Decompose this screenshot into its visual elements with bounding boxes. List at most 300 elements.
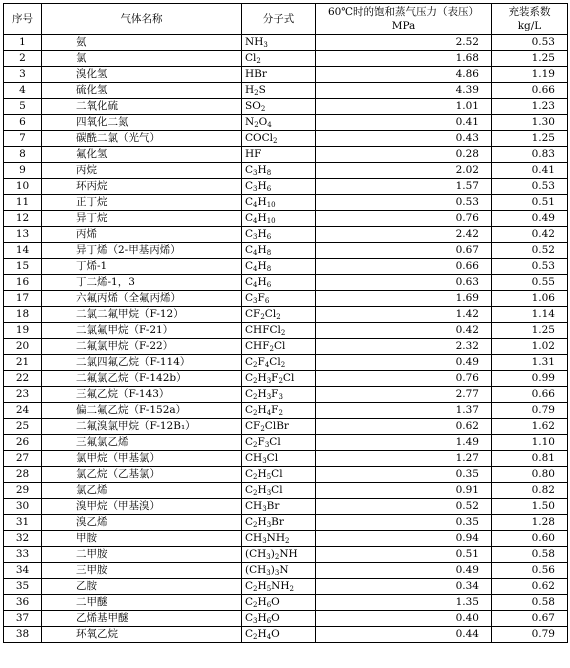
- molecular-formula: [242, 467, 316, 483]
- row-index: 11: [4, 195, 42, 211]
- table-row: [4, 419, 568, 435]
- formula-subscript: 4: [253, 217, 258, 225]
- header-fill-line1: 充装系数: [508, 6, 551, 18]
- formula-segment: C: [245, 260, 254, 272]
- formula-segment: H: [257, 484, 267, 496]
- formula-segment: C: [245, 228, 254, 240]
- formula-subscript: 10: [266, 217, 276, 225]
- row-index: 16: [4, 275, 42, 291]
- saturated-vapor-pressure: 1.42: [316, 307, 492, 323]
- formula-subscript: 3: [266, 553, 271, 561]
- formula-subscript: 4: [266, 633, 272, 641]
- formula-subscript: 3: [253, 185, 258, 193]
- formula-subscript: 4: [253, 201, 258, 209]
- table-row: [4, 531, 568, 547]
- saturated-vapor-pressure: 1.69: [316, 291, 492, 307]
- formula-segment: C: [245, 196, 254, 208]
- fill-coefficient: 0.51: [492, 195, 568, 211]
- formula-segment: NH: [245, 36, 264, 48]
- molecular-formula: [242, 515, 316, 531]
- formula-segment: SO: [245, 100, 261, 112]
- table-row: [4, 451, 568, 467]
- gas-name: 丁烯-1: [42, 259, 242, 275]
- fill-coefficient: 1.23: [492, 99, 568, 115]
- formula-subscript: 2: [260, 425, 265, 433]
- row-index: 30: [4, 499, 42, 515]
- formula-segment: H: [257, 276, 267, 288]
- formula-subscript: 2: [260, 105, 266, 113]
- row-index: 20: [4, 339, 42, 355]
- gas-name: 环丙烷: [42, 179, 242, 195]
- formula-segment: H: [257, 212, 267, 224]
- formula-segment: Cl: [245, 52, 257, 64]
- formula-subscript: 2: [256, 57, 261, 65]
- row-index: 2: [4, 51, 42, 67]
- formula-segment: H: [257, 596, 267, 608]
- gas-name: 硫化氢: [42, 83, 242, 99]
- formula-segment: Br: [266, 500, 280, 512]
- formula-segment: F: [257, 292, 265, 304]
- row-index: 7: [4, 131, 42, 147]
- header-formula: 分子式: [242, 4, 316, 35]
- formula-subscript: 2: [253, 393, 258, 401]
- row-index: 35: [4, 579, 42, 595]
- gas-name: 偏二氟乙烷（F-152a）: [42, 403, 242, 419]
- molecular-formula: [242, 435, 316, 451]
- table-row: [4, 499, 568, 515]
- formula-segment: C: [245, 292, 254, 304]
- molecular-formula: [242, 403, 316, 419]
- formula-subscript: 3: [263, 41, 268, 49]
- fill-coefficient: 0.58: [492, 547, 568, 563]
- fill-coefficient: 1.14: [492, 307, 568, 323]
- formula-segment: C: [245, 388, 254, 400]
- formula-segment: (CH: [245, 564, 267, 576]
- formula-segment: C: [245, 164, 254, 176]
- saturated-vapor-pressure: 1.27: [316, 451, 492, 467]
- molecular-formula: [242, 483, 316, 499]
- formula-segment: H: [257, 228, 267, 240]
- row-index: 8: [4, 147, 42, 163]
- header-row: [4, 4, 568, 35]
- gas-name: 丙烯: [42, 227, 242, 243]
- molecular-formula: [242, 371, 316, 387]
- fill-coefficient: 1.19: [492, 67, 568, 83]
- saturated-vapor-pressure: 2.42: [316, 227, 492, 243]
- formula-segment: H: [257, 388, 267, 400]
- saturated-vapor-pressure: 0.76: [316, 211, 492, 227]
- gas-name: 六氟丙烯（全氟丙烯）: [42, 291, 242, 307]
- formula-subscript: 2: [273, 137, 278, 145]
- saturated-vapor-pressure: 0.67: [316, 243, 492, 259]
- fill-coefficient: 1.50: [492, 499, 568, 515]
- gas-name: 二甲胺: [42, 547, 242, 563]
- table-row: [4, 83, 568, 99]
- gas-name: 乙烯基甲醚: [42, 611, 242, 627]
- formula-segment: NH: [266, 532, 286, 544]
- molecular-formula: [242, 67, 316, 83]
- molecular-formula: [242, 339, 316, 355]
- formula-subscript: 10: [266, 201, 276, 209]
- formula-segment: Cl: [269, 436, 281, 448]
- formula-segment: C: [245, 276, 254, 288]
- row-index: 32: [4, 531, 42, 547]
- table-row: [4, 131, 568, 147]
- formula-subscript: 2: [253, 521, 258, 529]
- gas-name: 四氧化二氮: [42, 115, 242, 131]
- formula-subscript: 2: [285, 537, 290, 545]
- formula-subscript: 3: [264, 441, 270, 449]
- formula-subscript: 2: [253, 601, 258, 609]
- molecular-formula: [242, 83, 316, 99]
- row-index: 18: [4, 307, 42, 323]
- formula-subscript: 3: [262, 505, 267, 513]
- formula-segment: HF: [245, 148, 262, 160]
- row-index: 15: [4, 259, 42, 275]
- formula-segment: H: [257, 244, 267, 256]
- gas-name: 三氟氯乙烯: [42, 435, 242, 451]
- formula-subscript: 2: [269, 345, 274, 353]
- formula-subscript: 2: [253, 441, 258, 449]
- formula-subscript: 2: [254, 89, 259, 97]
- formula-subscript: 2: [280, 329, 286, 337]
- table-row: [4, 595, 568, 611]
- table-row: [4, 243, 568, 259]
- table-row: [4, 483, 568, 499]
- table-row: [4, 515, 568, 531]
- table-row: [4, 291, 568, 307]
- saturated-vapor-pressure: 2.52: [316, 35, 492, 51]
- table-row: [4, 563, 568, 579]
- saturated-vapor-pressure: 1.01: [316, 99, 492, 115]
- saturated-vapor-pressure: 2.77: [316, 387, 492, 403]
- fill-coefficient: 0.52: [492, 243, 568, 259]
- saturated-vapor-pressure: 0.49: [316, 563, 492, 579]
- row-index: 6: [4, 115, 42, 131]
- table-row: [4, 195, 568, 211]
- formula-segment: (CH: [245, 548, 267, 560]
- formula-subscript: 4: [253, 249, 258, 257]
- header-pressure-line1: 60℃时的饱和蒸气压力（表压）: [327, 6, 480, 18]
- formula-segment: H: [257, 164, 267, 176]
- formula-segment: O: [258, 116, 268, 128]
- formula-subscript: 2: [254, 121, 259, 129]
- gas-name: 甲胺: [42, 531, 242, 547]
- saturated-vapor-pressure: 1.49: [316, 435, 492, 451]
- molecular-formula: [242, 355, 316, 371]
- fill-coefficient: 0.83: [492, 147, 568, 163]
- formula-segment: H: [257, 516, 267, 528]
- header-index: 序号: [4, 4, 42, 35]
- formula-subscript: 8: [266, 169, 272, 177]
- header-fill-unit: kg/L: [517, 20, 542, 32]
- formula-segment: H: [245, 84, 255, 96]
- formula-subscript: 3: [262, 537, 267, 545]
- formula-segment: Cl: [282, 372, 295, 384]
- row-index: 36: [4, 595, 42, 611]
- gas-name: 溴甲烷（甲基溴）: [42, 499, 242, 515]
- fill-coefficient: 0.42: [492, 227, 568, 243]
- saturated-vapor-pressure: 0.35: [316, 515, 492, 531]
- formula-segment: H: [257, 260, 267, 272]
- formula-segment: CH: [245, 532, 263, 544]
- formula-segment: C: [245, 244, 254, 256]
- molecular-formula: [242, 419, 316, 435]
- saturated-vapor-pressure: 0.35: [316, 467, 492, 483]
- table-row: [4, 611, 568, 627]
- row-index: 25: [4, 419, 42, 435]
- molecular-formula: [242, 291, 316, 307]
- saturated-vapor-pressure: 0.43: [316, 131, 492, 147]
- formula-subscript: 3: [266, 377, 272, 385]
- table-row: [4, 227, 568, 243]
- molecular-formula: [242, 147, 316, 163]
- row-index: 9: [4, 163, 42, 179]
- fill-coefficient: 0.67: [492, 611, 568, 627]
- table-row: [4, 163, 568, 179]
- molecular-formula: [242, 179, 316, 195]
- saturated-vapor-pressure: 1.68: [316, 51, 492, 67]
- gas-name: 二氟氯乙烷（F-142b）: [42, 371, 242, 387]
- row-index: 23: [4, 387, 42, 403]
- molecular-formula: [242, 595, 316, 611]
- formula-subscript: 3: [266, 489, 272, 497]
- formula-segment: C: [245, 180, 254, 192]
- row-index: 38: [4, 627, 42, 643]
- formula-subscript: 6: [266, 185, 272, 193]
- molecular-formula: [242, 259, 316, 275]
- saturated-vapor-pressure: 4.86: [316, 67, 492, 83]
- row-index: 10: [4, 179, 42, 195]
- formula-subscript: 2: [253, 633, 258, 641]
- saturated-vapor-pressure: 0.42: [316, 323, 492, 339]
- formula-segment: H: [257, 196, 267, 208]
- formula-segment: H: [257, 404, 267, 416]
- molecular-formula: [242, 115, 316, 131]
- row-index: 31: [4, 515, 42, 531]
- formula-subscript: 6: [266, 281, 272, 289]
- row-index: 28: [4, 467, 42, 483]
- fill-coefficient: 1.10: [492, 435, 568, 451]
- saturated-vapor-pressure: 2.02: [316, 163, 492, 179]
- table-row: [4, 275, 568, 291]
- fill-coefficient: 1.30: [492, 115, 568, 131]
- formula-subscript: 5: [266, 473, 272, 481]
- row-index: 14: [4, 243, 42, 259]
- saturated-vapor-pressure: 0.94: [316, 531, 492, 547]
- formula-segment: COCl: [245, 132, 274, 144]
- table-body: [4, 35, 568, 643]
- row-index: 29: [4, 483, 42, 499]
- formula-segment: NH: [279, 548, 298, 560]
- table-row: [4, 339, 568, 355]
- saturated-vapor-pressure: 0.62: [316, 419, 492, 435]
- saturated-vapor-pressure: 1.57: [316, 179, 492, 195]
- fill-coefficient: 0.66: [492, 83, 568, 99]
- fill-coefficient: 0.80: [492, 467, 568, 483]
- gas-name: 溴化氢: [42, 67, 242, 83]
- formula-subscript: 6: [266, 617, 272, 625]
- fill-coefficient: 0.79: [492, 403, 568, 419]
- table-row: [4, 579, 568, 595]
- formula-segment: Cl: [273, 340, 286, 352]
- formula-segment: C: [245, 356, 254, 368]
- formula-subscript: 6: [266, 233, 272, 241]
- fill-coefficient: 1.06: [492, 291, 568, 307]
- table-row: [4, 307, 568, 323]
- formula-subscript: 2: [253, 473, 258, 481]
- formula-segment: H: [257, 180, 267, 192]
- gas-name: 丙烷: [42, 163, 242, 179]
- formula-segment: C: [245, 516, 254, 528]
- molecular-formula: [242, 275, 316, 291]
- formula-segment: F: [271, 372, 279, 384]
- gas-name: 二氟氯甲烷（F-22）: [42, 339, 242, 355]
- fill-coefficient: 1.62: [492, 419, 568, 435]
- saturated-vapor-pressure: 0.63: [316, 275, 492, 291]
- formula-segment: C: [245, 404, 254, 416]
- gas-name: 三甲胺: [42, 563, 242, 579]
- gas-name: 溴乙烯: [42, 515, 242, 531]
- formula-segment: C: [245, 484, 254, 496]
- formula-segment: C: [245, 612, 254, 624]
- row-index: 1: [4, 35, 42, 51]
- formula-subscript: 3: [253, 169, 258, 177]
- row-index: 21: [4, 355, 42, 371]
- formula-subscript: 8: [266, 265, 272, 273]
- saturated-vapor-pressure: 0.40: [316, 611, 492, 627]
- saturated-vapor-pressure: 0.41: [316, 115, 492, 131]
- formula-segment: Cl: [271, 468, 283, 480]
- fill-coefficient: 0.49: [492, 211, 568, 227]
- table-row: [4, 179, 568, 195]
- formula-subscript: 3: [274, 569, 280, 577]
- row-index: 19: [4, 323, 42, 339]
- table-row: [4, 99, 568, 115]
- formula-segment: O: [271, 596, 280, 608]
- gas-name: 氯: [42, 51, 242, 67]
- row-index: 33: [4, 547, 42, 563]
- formula-segment: N: [245, 116, 255, 128]
- fill-coefficient: 0.53: [492, 35, 568, 51]
- molecular-formula: [242, 195, 316, 211]
- saturated-vapor-pressure: 0.52: [316, 499, 492, 515]
- table-row: [4, 259, 568, 275]
- saturated-vapor-pressure: 4.39: [316, 83, 492, 99]
- gas-name: 异丁烷: [42, 211, 242, 227]
- formula-subscript: 2: [289, 585, 294, 593]
- gas-name: 碳酰二氯（光气）: [42, 131, 242, 147]
- saturated-vapor-pressure: 0.91: [316, 483, 492, 499]
- molecular-formula: [242, 163, 316, 179]
- fill-coefficient: 0.41: [492, 163, 568, 179]
- table-row: [4, 67, 568, 83]
- formula-segment: F: [257, 436, 265, 448]
- table-row: [4, 323, 568, 339]
- formula-subscript: 8: [266, 249, 272, 257]
- molecular-formula: [242, 227, 316, 243]
- molecular-formula: [242, 131, 316, 147]
- formula-segment: F: [271, 404, 279, 416]
- molecular-formula: [242, 243, 316, 259]
- gas-name: 氨: [42, 35, 242, 51]
- row-index: 13: [4, 227, 42, 243]
- formula-subscript: 2: [278, 377, 283, 385]
- fill-coefficient: 1.25: [492, 131, 568, 147]
- formula-segment: H: [257, 372, 267, 384]
- fill-coefficient: 0.79: [492, 627, 568, 643]
- saturated-vapor-pressure: 0.49: [316, 355, 492, 371]
- fill-coefficient: 0.53: [492, 259, 568, 275]
- table-row: [4, 435, 568, 451]
- table-row: [4, 627, 568, 643]
- formula-segment: C: [245, 372, 254, 384]
- row-index: 3: [4, 67, 42, 83]
- gas-name: 二氯氟甲烷（F-21）: [42, 323, 242, 339]
- header-fill: [492, 4, 568, 35]
- gas-name: 二氧化硫: [42, 99, 242, 115]
- formula-segment: F: [257, 356, 265, 368]
- table-row: [4, 403, 568, 419]
- table-row: [4, 147, 568, 163]
- fill-coefficient: 0.81: [492, 451, 568, 467]
- formula-segment: C: [245, 212, 254, 224]
- formula-segment: Cl: [266, 452, 279, 464]
- saturated-vapor-pressure: 0.66: [316, 259, 492, 275]
- row-index: 37: [4, 611, 42, 627]
- formula-subscript: 3: [253, 297, 258, 305]
- formula-segment: S: [258, 84, 266, 96]
- formula-segment: C: [245, 580, 254, 592]
- formula-segment: O: [271, 628, 280, 640]
- formula-segment: CH: [245, 452, 263, 464]
- formula-segment: Br: [271, 516, 284, 528]
- fill-coefficient: 0.66: [492, 387, 568, 403]
- molecular-formula: [242, 51, 316, 67]
- saturated-vapor-pressure: 2.32: [316, 339, 492, 355]
- formula-segment: CF: [245, 308, 261, 320]
- table-row: [4, 355, 568, 371]
- molecular-formula: [242, 451, 316, 467]
- fill-coefficient: 1.25: [492, 51, 568, 67]
- row-index: 26: [4, 435, 42, 451]
- formula-subscript: 2: [276, 313, 281, 321]
- row-index: 4: [4, 83, 42, 99]
- formula-segment: C: [245, 596, 254, 608]
- saturated-vapor-pressure: 0.44: [316, 627, 492, 643]
- table-row: [4, 51, 568, 67]
- formula-subscript: 2: [253, 377, 258, 385]
- fill-coefficient: 1.25: [492, 323, 568, 339]
- table-row: [4, 115, 568, 131]
- gas-name: 二氯四氟乙烷（F-114）: [42, 355, 242, 371]
- formula-segment: CHFCl: [245, 324, 281, 336]
- row-index: 12: [4, 211, 42, 227]
- fill-coefficient: 1.02: [492, 339, 568, 355]
- molecular-formula: [242, 211, 316, 227]
- molecular-formula: [242, 579, 316, 595]
- formula-segment: ): [270, 564, 275, 576]
- gas-name: 丁二烯-1，3: [42, 275, 242, 291]
- row-index: 17: [4, 291, 42, 307]
- gas-name: 二氟溴氯甲烷（F-12B₁）: [42, 419, 242, 435]
- saturated-vapor-pressure: 0.34: [316, 579, 492, 595]
- gas-name: 环氧乙烷: [42, 627, 242, 643]
- saturated-vapor-pressure: 1.37: [316, 403, 492, 419]
- row-index: 27: [4, 451, 42, 467]
- molecular-formula: [242, 531, 316, 547]
- fill-coefficient: 0.56: [492, 563, 568, 579]
